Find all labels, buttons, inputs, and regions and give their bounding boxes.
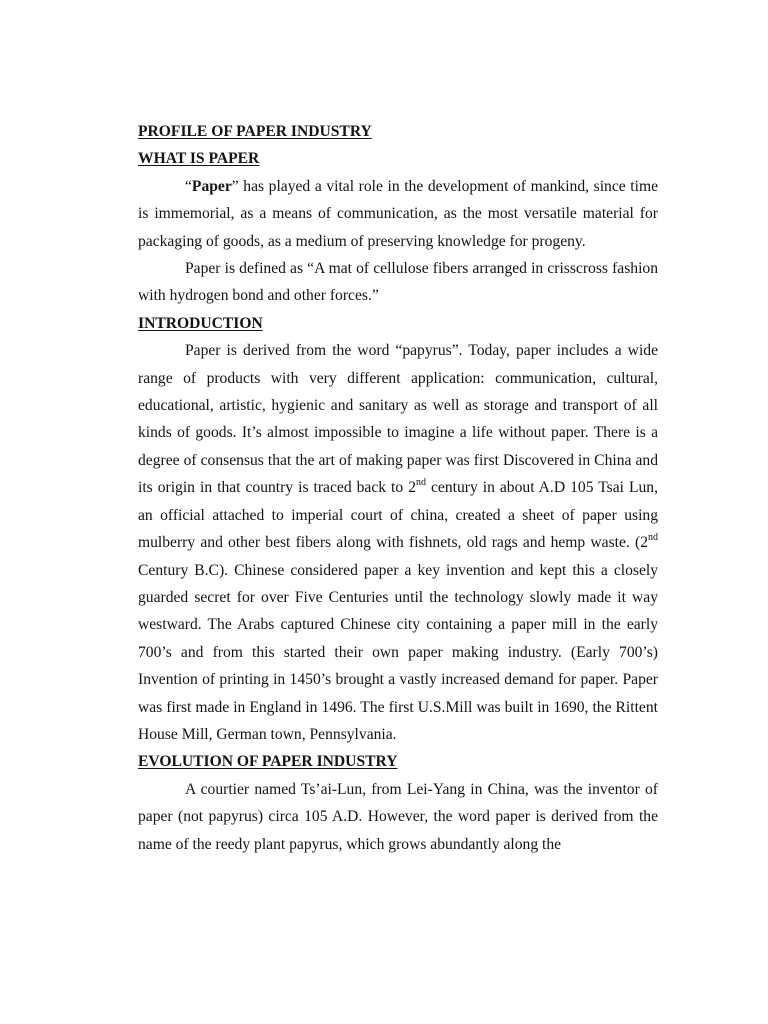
paragraph-paper-definition: Paper is defined as “A mat of cellulose fibers arranged in crisscross fashion with hydrogen bond and other forces.” <box>138 260 658 305</box>
heading-what-is-paper: WHAT IS PAPER <box>138 150 260 168</box>
bold-paper-word: Paper <box>191 177 232 195</box>
heading-evolution-of-paper-industry: EVOLUTION OF PAPER INDUSTRY <box>138 753 398 771</box>
open-quote: “ <box>185 177 192 195</box>
superscript-nd-2: nd <box>648 531 658 543</box>
intro-text-part-2: century in about A.D 105 Tsai Lun, an official attached to imperial court of china, created a sheet of paper using mulberry and other best fibers along with fishnets, old rags and hemp waste. (2 <box>138 479 658 552</box>
heading-profile-of-paper-industry: PROFILE OF PAPER INDUSTRY <box>138 123 372 140</box>
intro-text-part-1: Paper is derived from the word “papyrus”. Today, paper includes a wide range of products with very different application: communication, cultural, educational, artistic, hygienic and sanitary as well as storage and transport of all kinds of goods. It’s almost impossible to imagine a life without paper. There is a degree of consensus that the art of making paper was first Discovered in China and its origin in that country is traced back to 2 <box>138 342 658 497</box>
document-page <box>138 118 658 858</box>
paragraph-paper-role-text: ” has played a vital role in the development of mankind, since time is immemorial, as a means of communication, as the most versatile material for packaging of goods, as a medium of preserving knowledge for progeny. <box>138 177 658 250</box>
paragraph-introduction <box>138 337 658 748</box>
superscript-nd-1: nd <box>416 477 426 489</box>
paragraph-paper-role <box>138 173 658 255</box>
intro-text-part-3: Century B.C). Chinese considered paper a key invention and kept this a closely guarded secret for over Five Centuries until the technology slowly made it way westward. The Arabs captured Chinese city containing a paper mill in the early 700’s and from this started their own paper making industry. (Early 700’s) Invention of printing in 1450’s brought a vastly increased demand for paper. Paper was first made in England in 1496. The first U.S.Mill was built in 1690, the Rittent House Mill, German town, Pennsylvania. <box>138 561 658 743</box>
paragraph-evolution: A courtier named Ts’ai-Lun, from Lei-Yang in China, was the inventor of paper (not papyrus) circa 105 A.D. However, the word paper is derived from the name of the reedy plant papyrus, which grows abundantly along the <box>138 780 658 853</box>
heading-introduction: INTRODUCTION <box>138 314 263 332</box>
